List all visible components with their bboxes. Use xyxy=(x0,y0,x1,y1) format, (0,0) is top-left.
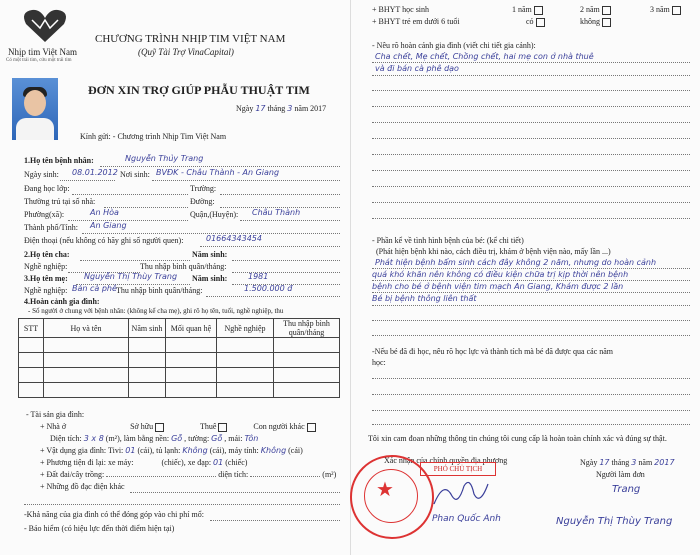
mother-job-label: Nghề nghiệp: xyxy=(24,286,68,295)
father-income-label: Thu nhập bình quân/tháng: xyxy=(140,262,227,271)
logo-text: Nhịp tim Việt Nam xyxy=(8,47,78,57)
ward-value: An Hòa xyxy=(90,208,119,217)
land-row: + Đất đai/cây trồng: diện tích: (m²) xyxy=(40,470,337,479)
table-row xyxy=(19,368,340,383)
column-divider xyxy=(350,0,351,555)
circumstances-value-2: và đi bán cà phê dạo xyxy=(375,64,459,73)
insurance-label: - Bảo hiểm (có hiệu lực đến thời điểm hiện tại) xyxy=(24,524,175,533)
illness-value-1: Phát hiện bệnh bẩm sinh cách đây không 2 năm, nhưng do hoàn cảnh xyxy=(375,258,657,267)
bhyt-student: + BHYT học sinh xyxy=(372,5,430,14)
illness-sub: (Phát hiện bệnh khi nào, cách điều trị, khám ở bệnh viện nào, mấy lần ...) xyxy=(376,247,611,256)
sign-date: Ngày 17 tháng 3 năm 2017 xyxy=(580,458,675,467)
circumstances-value-1: Cha chết, Mẹ chết, Chồng chết, hai mẹ con ở nhà thuê xyxy=(375,52,594,61)
phone-value: 01664343454 xyxy=(206,234,262,243)
table-header: STT xyxy=(19,319,44,338)
bhyt-year2: 2 năm xyxy=(580,5,613,15)
table-header: Họ và tên xyxy=(44,319,129,338)
address-label: Thường trú tại số nhà: xyxy=(24,197,96,206)
commitment: Tôi xin cam đoan những thông tin chúng tôi cung cấp là hoàn toàn chính xác và đúng sự thật. xyxy=(368,434,667,443)
school-performance-label-2: học: xyxy=(372,358,386,367)
district-label: Quận,(Huyện): xyxy=(190,210,239,219)
addressee: Kính gửi: - Chương trình Nhịp Tim Việt Nam xyxy=(80,132,227,141)
vehicle-row: + Phương tiện đi lại: xe máy: (chiếc), xe đạp: 01 (chiếc) xyxy=(40,458,248,467)
heart-logo-icon xyxy=(20,6,70,46)
area-row: Diện tích: 3 x 8 (m²), làm bằng nền: Gỗ , tường: Gỗ , mái: Tôn xyxy=(50,434,259,443)
mother-job-value: Bán cà phê xyxy=(72,284,117,293)
grade-label: Đang học lớp: xyxy=(24,184,70,193)
birthplace-label: Nơi sinh: xyxy=(120,170,150,179)
illness-value-2: quá khó khăn nên không có điều kiện chữa trị kịp thời nên bệnh xyxy=(372,270,629,279)
bhyt-year1: 1 năm xyxy=(512,5,545,15)
official-name: Phan Quốc Anh xyxy=(432,514,501,524)
dob-value: 08.01.2012 xyxy=(72,168,118,177)
table-row xyxy=(19,383,340,398)
family-members-table xyxy=(18,318,340,398)
phone-label: Điện thoại (nếu không có hãy ghi số người quen): xyxy=(24,236,184,245)
dob-label: Ngày sinh: xyxy=(24,170,59,179)
birthplace-value: BVĐK - Châu Thành - An Giang xyxy=(156,168,280,177)
bhyt-child: + BHYT trẻ em dưới 6 tuổi xyxy=(372,17,460,26)
org-name: CHƯƠNG TRÌNH NHỊP TIM VIỆT NAM xyxy=(95,33,286,45)
table-header: Nghề nghiệp xyxy=(217,319,274,338)
table-row xyxy=(19,338,340,353)
father-year-label: Năm sinh: xyxy=(192,250,228,259)
form-date: Ngày 17 tháng 3 năm 2017 xyxy=(236,104,327,113)
logo-tagline: Có một trái tim, cứu một trái tim xyxy=(6,58,72,63)
city-value: An Giang xyxy=(90,221,127,230)
illness-value-4: Bé bị bệnh thông liên thất xyxy=(372,294,477,303)
contribution-label: -Khả năng của gia đình có thể đóng góp vào chi phí mổ: xyxy=(24,510,204,519)
sponsor: (Quỹ Tài Trợ VinaCapital) xyxy=(138,47,234,57)
bhyt-no: không xyxy=(580,17,613,27)
appliances-row: + Vật dụng gia đình: Tivi: 01 (cái), tủ lạnh: Không (cái), máy tính: Không (cái) xyxy=(40,446,303,455)
official-signature-icon xyxy=(430,476,490,510)
district-value: Châu Thành xyxy=(252,208,301,217)
patient-photo xyxy=(12,78,58,140)
mother-label: 3.Họ tên mẹ: xyxy=(24,274,68,283)
vice-chairman-stamp: PHÓ CHỦ TỊCH xyxy=(420,462,496,476)
father-job-label: Nghề nghiệp: xyxy=(24,262,68,271)
official-seal: ★ xyxy=(350,455,434,539)
school-performance-label: -Nếu bé đã đi học, nêu rõ học lực và thành tích mà bé đã được qua các năm xyxy=(372,347,614,356)
ward-label: Phường(xã): xyxy=(24,210,65,219)
patient-name-value: Nguyễn Thủy Trang xyxy=(125,154,204,163)
assets-label: - Tài sản gia đình: xyxy=(26,410,85,419)
mother-income-value: 1.500.000 đ xyxy=(244,284,293,293)
table-row xyxy=(19,353,340,368)
mother-income-label: Thu nhập bình quân/tháng: xyxy=(116,286,203,295)
family-title: 4.Hoàn cảnh gia đình: xyxy=(24,297,100,306)
table-header-row xyxy=(19,319,340,338)
valuables-label: + Những đồ đạc điện khác xyxy=(40,482,125,491)
school-label: Trường: xyxy=(190,184,217,193)
circumstances-label: - Nêu rõ hoàn cảnh gia đình (viết chi tiết gia cảnh): xyxy=(372,41,536,50)
father-label: 2.Họ tên cha: xyxy=(24,250,70,259)
bhyt-yes: có xyxy=(526,17,547,27)
mother-year-value: 1981 xyxy=(248,272,269,281)
applicant-label: Người làm đơn xyxy=(596,470,645,479)
form-title: ĐƠN XIN TRỢ GIÚP PHẪU THUẬT TIM xyxy=(88,83,310,97)
table-header: Mối quan hệ xyxy=(166,319,217,338)
city-label: Thành phố/Tỉnh: xyxy=(24,223,78,232)
street-label: Đường: xyxy=(190,197,215,206)
patient-name-label: 1.Họ tên bệnh nhân: xyxy=(24,156,94,165)
mother-value: Nguyễn Thị Thùy Trang xyxy=(84,272,178,281)
local-authority-label: Xác nhận của chính quyền địa phương xyxy=(384,456,508,465)
table-header: Năm sinh xyxy=(129,319,166,338)
illness-label: - Phần kể về tình hình bệnh của bé: (kể chi tiết) xyxy=(372,236,524,245)
family-intro: - Số người ở chung với bệnh nhân: (không kể cha mẹ), ghi rõ họ tên, tuổi, nghề nghiệp, thu xyxy=(28,307,284,315)
illness-value-3: bệnh cho bé ở bệnh viện tim mạch An Giang, Khám được 2 lần xyxy=(372,282,624,291)
applicant-fullname: Nguyễn Thị Thùy Trang xyxy=(556,516,673,527)
bhyt-year3: 3 năm xyxy=(650,5,683,15)
table-header: Thu nhập bình quân/tháng xyxy=(274,319,340,338)
applicant-signature: Trang xyxy=(612,484,641,495)
mother-year-label: Năm sinh: xyxy=(192,274,228,283)
house-row: + Nhà ở Sở hữu Thuê Con người khác xyxy=(40,422,318,432)
